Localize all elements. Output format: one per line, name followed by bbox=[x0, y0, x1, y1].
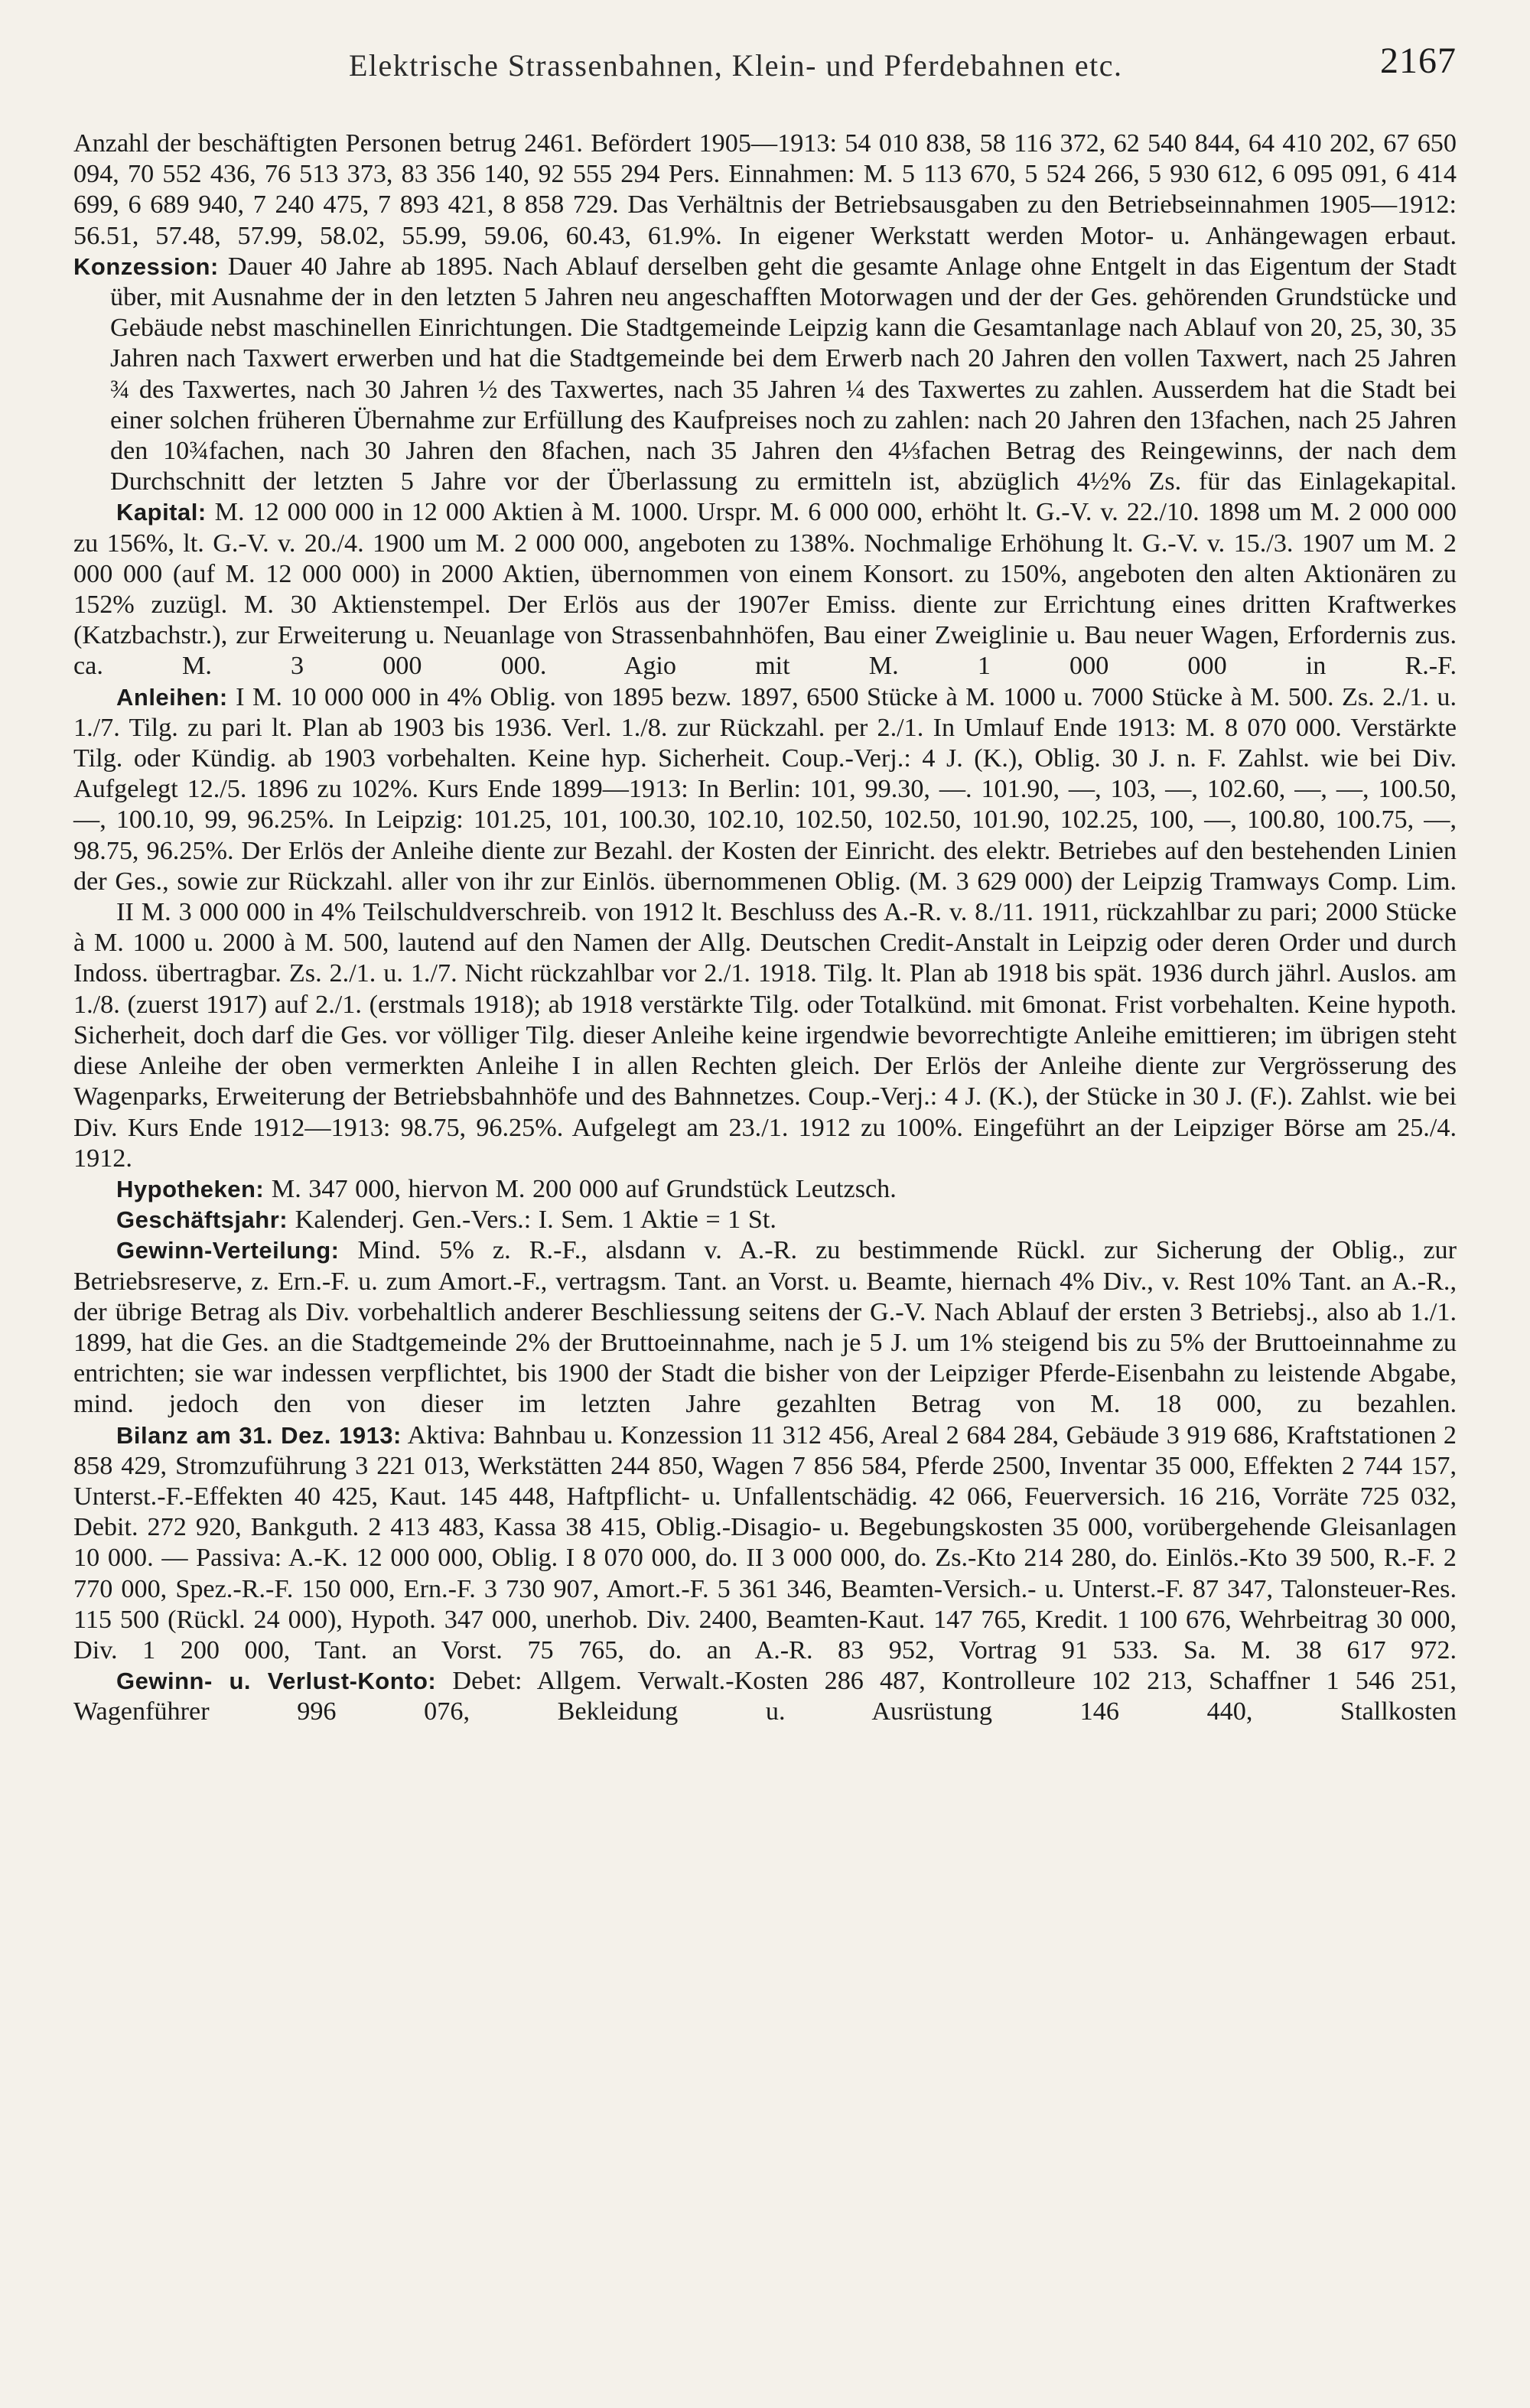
paragraph-anleihen bbox=[73, 682, 1457, 897]
paragraph-gewinn-verlust bbox=[73, 1666, 1457, 1727]
paragraph-text: M. 12 000 000 in 12 000 Aktien à M. 1000. Urspr. M. 6 000 000, erhöht lt. G.-V. v. 22./10. 1898 um M. 2 000 000 zu 156%, lt. G.-V. v. 20./4. 1900 um M. 2 000 000, angeboten zu 138%. Nochmalige Erhöhung lt. G.-V. v. 15./3. 1907 um M. 2 000 000 (auf M. 12 000 000) in 2000 Aktien, übernommen von einem Konsort. zu 150%, angeboten den alten Aktionären zu 152% zuzügl. M. 30 Aktienstempel. Der Erlös aus der 1907er Emiss. diente zur Errichtung eines dritten Kraftwerkes (Katzbachstr.), zur Erweiterung u. Neuanlage von Strassenbahnhöfen, Bau einer Zweiglinie u. Bau neuer Wagen, Erfordernis zus. ca. M. 3 000 000. Agio mit M. 1 000 000 in R.-F. bbox=[73, 498, 1457, 681]
paragraph-kapital bbox=[73, 497, 1457, 682]
section-label: Gewinn-Verteilung: bbox=[116, 1237, 340, 1264]
paragraph-hypotheken bbox=[73, 1174, 1457, 1205]
section-label: Kapital: bbox=[116, 499, 207, 526]
paragraph-anleihe-ii bbox=[73, 897, 1457, 1174]
body-text bbox=[73, 129, 1457, 1728]
paragraph-bilanz bbox=[73, 1420, 1457, 1667]
paragraph-text: Kalenderj. Gen.-Vers.: I. Sem. 1 Aktie = 1 St. bbox=[288, 1206, 776, 1235]
paragraph-geschaeftsjahr bbox=[73, 1205, 1457, 1235]
paragraph-text: Mind. 5% z. R.-F., alsdann v. A.-R. zu bestimmende Rückl. zur Sicherung der Oblig., zur Betriebsreserve, z. Ern.-F. u. zum Amort.-F., vertragsm. Tant. an Vorst. u. Beamte, hiernach 4% Div., v. Rest 10% Tant. an A.-R., der übrige Betrag als Div. vorbehaltlich anderer Beschliessung seitens der G.-V. Nach Ablauf der ersten 3 Betriebsj., also ab 1./1. 1899, hat die Ges. an die Stadtgemeinde 2% der Bruttoeinnahme, nach je 5 J. um 1% steigend bis zu 5% der Bruttoeinnahme zu entrichten; sie war indessen verpflichtet, bis 1900 der Stadt die bisher von der Leipziger Pferde-Eisenbahn zu leistende Abgabe, mind. jedoch den von dieser im letzten Jahre gezahlten Betrag von M. 18 000, zu bezahlen. bbox=[73, 1236, 1457, 1419]
paragraph-gewinn-verteilung bbox=[73, 1235, 1457, 1420]
paragraph-konzession bbox=[73, 252, 1457, 498]
page-header bbox=[73, 40, 1457, 86]
running-title: Elektrische Strassenbahnen, Klein- und Pferdebahnen etc. bbox=[349, 48, 1123, 83]
paragraph-statistics bbox=[73, 129, 1457, 252]
section-label: Hypotheken: bbox=[116, 1175, 265, 1202]
paragraph-text: Dauer 40 Jahre ab 1895. Nach Ablauf derselben geht die gesamte Anlage ohne Entgelt in das Eigentum der Stadt über, mit Ausnahme der in den letzten 5 Jahren neu angeschafften Motorwagen und der der Ges. gehörenden Grundstücke und Gebäude nebst maschinellen Einrichtungen. Die Stadtgemeinde Leipzig kann die Gesamtanlage nach Ablauf von 20, 25, 30, 35 Jahren nach Taxwert erwerben und hat die Stadtgemeinde bei dem Erwerb nach 20 Jahren den vollen Taxwert, nach 25 Jahren ¾ des Taxwertes, nach 30 Jahren ½ des Taxwertes, nach 35 Jahren ¼ des Taxwertes zu zahlen. Ausserdem hat die Stadt bei einer solchen früheren Übernahme zur Erfüllung des Kaufpreises noch zu zahlen: nach 20 Jahren den 13fachen, nach 25 Jahren den 10¾fachen, nach 30 Jahren den 8fachen, nach 35 Jahren den 4⅓fachen Betrag des Reingewinns, der nach dem Durchschnitt der letzten 5 Jahre vor der Überlassung zu ermitteln ist, abzüglich 4½% Zs. für das Einlagekapital. bbox=[110, 252, 1457, 496]
paragraph-text: I M. 10 000 000 in 4% Oblig. von 1895 bezw. 1897, 6500 Stücke à M. 1000 u. 7000 Stücke à M. 500. Zs. 2./1. u. 1./7. Tilg. zu pari lt. Plan ab 1903 bis 1936. Verl. 1./8. zur Rückzahl. per 2./1. In Umlauf Ende 1913: M. 8 070 000. Verstärkte Tilg. oder Kündig. ab 1903 vorbehalten. Keine hyp. Sicherheit. Coup.-Verj.: 4 J. (K.), Oblig. 30 J. n. F. Zahlst. wie bei Div. Aufgelegt 12./5. 1896 zu 102%. Kurs Ende 1899—1913: In Berlin: 101, 99.30, —. 101.90, —, 103, —, 102.60, —, —, 100.50, —, 100.10, 99, 96.25%. In Leipzig: 101.25, 101, 100.30, 102.10, 102.50, 102.50, 101.90, 102.25, 100, —, 100.80, 100.75, —, 98.75, 96.25%. Der Erlös der Anleihe diente zur Bezahl. der Kosten der Einricht. des elektr. Betriebes auf den bestehenden Linien der Ges., sowie zur Rückzahl. aller von ihr zur Einlös. übernommenen Oblig. (M. 3 629 000) der Leipzig Tramways Comp. Lim. bbox=[73, 682, 1457, 896]
section-label: Geschäftsjahr: bbox=[116, 1206, 288, 1234]
page-number: 2167 bbox=[1380, 41, 1457, 81]
paragraph-text: Anzahl der beschäftigten Personen betrug 2461. Befördert 1905—1913: 54 010 838, 58 116 372, 62 540 844, 64 410 202, 67 650 094, 70 552 436, 76 513 373, 83 356 140, 92 555 294 Pers. Einnahmen: M. 5 113 670, 5 524 266, 5 930 612, 6 095 091, 6 414 699, 6 689 940, 7 240 475, 7 893 421, 8 858 729. Das Verhältnis der Betriebsausgaben zu den Betriebseinnahmen 1905—1912: 56.51, 57.48, 57.99, 58.02, 55.99, 59.06, 60.43, 61.9%. In eigener Werkstatt werden Motor- u. Anhängewagen erbaut. bbox=[73, 129, 1457, 250]
paragraph-text: Aktiva: Bahnbau u. Konzession 11 312 456, Areal 2 684 284, Gebäude 3 919 686, Kraftstationen 2 858 429, Stromzuführung 3 221 013, Werkstätten 244 850, Wagen 7 856 584, Pferde 2500, Inventar 35 000, Effekten 2 744 157, Unterst.-F.-Effekten 40 425, Kaut. 145 448, Haftpflicht- u. Unfallentschädig. 42 066, Feuerversich. 16 216, Vorräte 725 032, Debit. 272 920, Bankguth. 2 413 483, Kassa 38 415, Oblig.-Disagio- u. Begebungskosten 35 000, vorübergehende Gleisanlagen 10 000. — Passiva: A.-K. 12 000 000, Oblig. I 8 070 000, do. II 3 000 000, do. Zs.-Kto 214 280, do. Einlös.-Kto 39 500, R.-F. 2 770 000, Spez.-R.-F. 150 000, Ern.-F. 3 730 907, Amort.-F. 5 361 346, Beamten-Versich.- u. Unterst.-F. 87 347, Talonsteuer-Res. 115 500 (Rückl. 24 000), Hypoth. 347 000, unerhob. Div. 2400, Beamten-Kaut. 147 765, Kredit. 1 100 676, Wehrbeitrag 30 000, Div. 1 200 000, Tant. an Vorst. 75 765, do. an A.-R. 83 952, Vortrag 91 533. Sa. M. 38 617 972. bbox=[73, 1420, 1457, 1664]
section-label: Konzession: bbox=[73, 252, 219, 280]
paragraph-text: M. 347 000, hiervon M. 200 000 auf Grundstück Leutzsch. bbox=[264, 1174, 897, 1203]
paragraph-text: Debet: Allgem. Verwalt.-Kosten 286 487, Kontrolleure 102 213, Schaffner 1 546 251, Wagenführer 996 076, Bekleidung u. Ausrüstung 146 440, Stallkosten bbox=[73, 1667, 1457, 1726]
section-label: Bilanz am 31. Dez. 1913: bbox=[116, 1421, 402, 1449]
section-label: Anleihen: bbox=[116, 683, 228, 711]
section-label: Gewinn- u. Verlust-Konto: bbox=[116, 1668, 437, 1695]
paragraph-text: II M. 3 000 000 in 4% Teilschuldverschreib. von 1912 lt. Beschluss des A.-R. v. 8./11. 1911, rückzahlbar zu pari; 2000 Stücke à M. 1000 u. 2000 à M. 500, lautend auf den Namen der Allg. Deutschen Credit-Anstalt in Leipzig oder deren Order und durch Indoss. übertragbar. Zs. 2./1. u. 1./7. Nicht rückzahlbar vor 2./1. 1918. Tilg. lt. Plan ab 1918 bis spät. 1936 durch jährl. Auslos. am 1./8. (zuerst 1917) auf 2./1. (erstmals 1918); ab 1918 verstärkte Tilg. oder Totalkünd. mit 6monat. Frist vorbehalten. Keine hypoth. Sicherheit, doch darf die Ges. vor völliger Tilg. dieser Anleihe keine irgendwie bevorrechtigte Anleihe emittieren; im übrigen steht diese Anleihe der oben vermerkten Anleihe I in allen Rechten gleich. Der Erlös der Anleihe diente zur Vergrösserung des Wagenparks, Erweiterung der Betriebsbahnhöfe und des Bahnnetzes. Coup.-Verj.: 4 J. (K.), der Stücke in 30 J. (F.). Zahlst. wie bei Div. Kurs Ende 1912—1913: 98.75, 96.25%. Aufgelegt am 23./1. 1912 zu 100%. Eingeführt an der Leipziger Börse am 25./4. 1912. bbox=[73, 898, 1457, 1173]
